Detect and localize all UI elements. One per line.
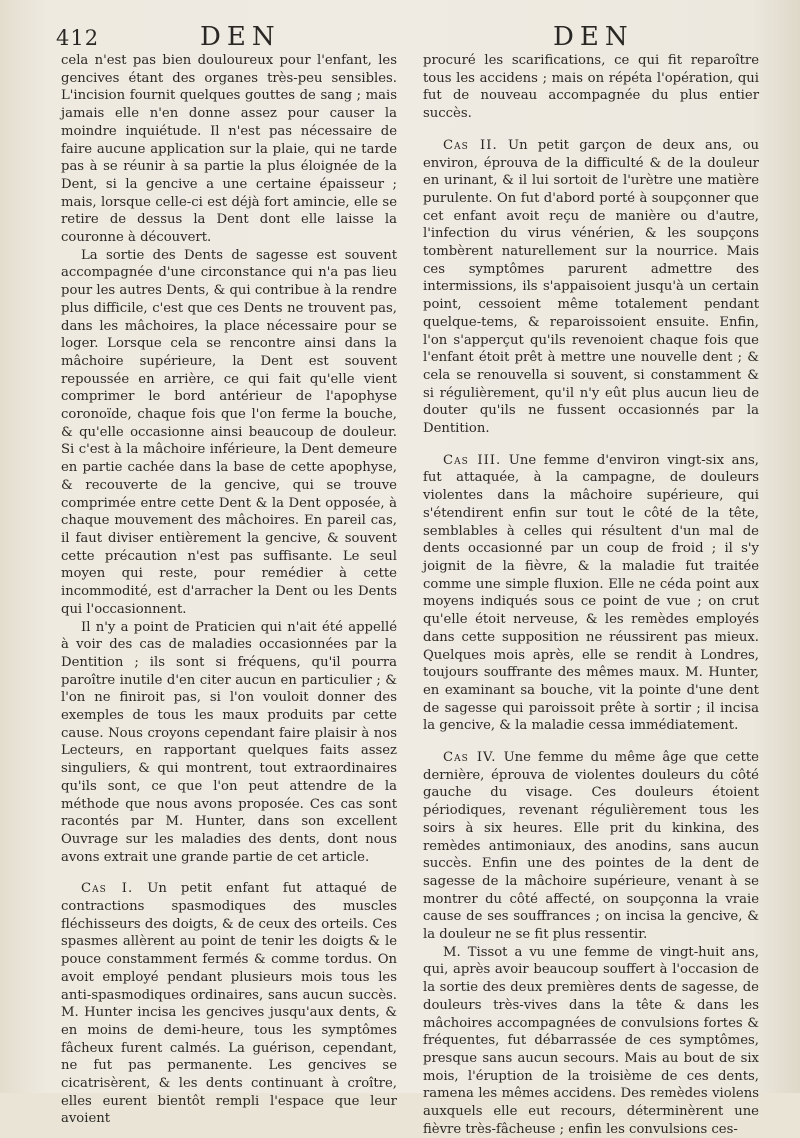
case-label: Cas III. <box>443 452 502 468</box>
paragraph: M. Tissot a vu une femme de vingt-huit ans, qui, après avoir beaucoup souffert à l'occasion de la sortie des deux premières dents de sagesse, de douleurs très-vives dans la tête & dans les mâchoires accompagnées de convulsions fortes & fréquentes, fut débarrassée de ces symptômes, presque sans aucun secours. Mais au bout de six mois, l'éruption de la troisième de ces dents, ramena les mêmes accidens. Des remèdes violens auxquels elle eut recours, déterminèrent une fièvre très-fâcheuse ; enfin les convulsions ces- <box>423 944 759 1137</box>
case-label: Cas II. <box>443 137 498 153</box>
paragraph: Il n'y a point de Praticien qui n'ait été appellé à voir des cas de maladies occasionnées par la Dentition ; ils sont si fréquens, qu'il pourra paroître inutile d'en citer aucun en particulier ; & l'on ne finiroit pas, si l'on vouloit donner des exemples de tous les maux produits par cette cause. Nous croyons cependant faire plaisir à nos Lecteurs, en rapportant quelques faits assez singuliers, & qui montrent, tout extraordinaires qu'ils sont, ce que l'on peut attendre de la méthode que nous avons proposée. Ces cas sont racontés par M. Hunter, dans son excellent Ouvrage sur les maladies des dents, dont nous avons extrait une grande partie de cet article. <box>61 619 397 865</box>
case-text: Une femme du même âge que cette dernière, éprouva de violentes douleurs du côté gauche du visage. Ces douleurs étoient périodiques, revenant régulièrement tous les soirs à six heures. Elle prit du kinkina, des remèdes antimoniaux, des anodins, sans aucun succès. Enfin une des pointes de la dent de sagesse de la mâchoire supérieure, venant à se montrer du côté affecté, on soupçonna la vraie cause de ses souffrances ; on incisa la gencive, & la douleur ne se fit plus ressentir. <box>423 750 759 943</box>
case-text: Une femme d'environ vingt-six ans, fut attaquée, à la campagne, de douleurs violentes dans la mâchoire supérieure, qui s'étendirent enfin sur tout le côté de la tête, semblables à celles qui résultent d'un mal de dents occasionné par un coup de froid ; il s'y joignit de la fièvre, & la maladie fut traitée comme une simple fluxion. Elle ne céda point aux moyens indiqués sous ce point de vue ; on crut qu'elle étoit nerveuse, & les remèdes employés dans cette supposition ne réussirent pas mieux. Quelques mois après, elle se rendit à Londres, toujours souffrante des mêmes maux. M. Hunter, en examinant sa bouche, vit la pointe d'une dent de sagesse qui paroissoit prête à sortir ; il incisa la gencive, & la maladie cessa immédiatement. <box>423 452 759 734</box>
right-column <box>423 52 759 1138</box>
running-head-right: DEN <box>553 22 634 52</box>
running-head-left: DEN <box>200 22 281 52</box>
case-label: Cas IV. <box>443 750 497 766</box>
left-column <box>61 52 397 1128</box>
case-paragraph <box>423 137 759 438</box>
case-paragraph <box>423 749 759 944</box>
paragraph: procuré les scarifications, ce qui fit reparoître tous les accidens ; mais on répéta l'opération, qui fut de nouveau accompagnée du plus entier succès. <box>423 53 759 122</box>
case-paragraph <box>423 452 759 735</box>
case-paragraph <box>61 880 397 1128</box>
paragraph: La sortie des Dents de sagesse est souvent accompagnée d'une circonstance qui n'a pas lieu pour les autres Dents, & qui contribue à la rendre plus difficile, c'est que ces Dents ne trouvent pas, dans les mâchoires, la place nécessaire pour se loger. Lorsque cela se rencontre ainsi dans la mâchoire supérieure, la Dent est souvent repoussée en arrière, ce qui fait qu'elle vient comprimer le bord antérieur de l'apophyse coronoïde, chaque fois que l'on ferme la bouche, & qu'elle occasionne ainsi beaucoup de douleur. Si c'est à la mâchoire inférieure, la Dent demeure en partie cachée dans la base de cette apophyse, & recouverte de la gencive, qui se trouve comprimée entre cette Dent & la Dent opposée, à chaque mouvement des mâchoires. En pareil cas, il faut diviser entièrement la gencive, & souvent cette précaution n'est pas suffisante. Le seul moyen qui reste, pour remédier à cette incommodité, est d'arracher la Dent ou les Dents qui l'occasionnent. <box>61 247 397 617</box>
page-number: 412 <box>56 26 100 50</box>
case-text: Un petit garçon de deux ans, ou environ, éprouva de la difficulté & de la douleur en urinant, & il lui sortoit de l'urètre une matière purulente. On fut d'abord porté à soupçonner que cet enfant avoit reçu de manière ou d'autre, l'infection du virus vénérien, & les soupçons tombèrent naturellement sur la nourrice. Mais ces symptômes parurent admettre des intermissions, ils s'appaisoient jusqu'à un certain point, cessoient même totalement pendant quelque-tems, & reparoissoient ensuite. Enfin, l'on s'apperçut qu'ils revenoient chaque fois que l'enfant étoit prêt à mettre une nouvelle dent ; & cela se renouvella si souvent, si constamment & si régulièrement, qu'il n'y eût plus aucun lieu de douter qu'ils ne fussent occasionnés par la Dentition. <box>423 137 759 437</box>
case-label: Cas I. <box>81 881 134 897</box>
paragraph: cela n'est pas bien douloureux pour l'enfant, les gencives étant des organes très-peu sensibles. L'incision fournit quelques gouttes de sang ; mais jamais elle n'en donne assez pour causer la moindre inquiétude. Il n'est pas nécessaire de faire aucune application sur la plaie, qui ne tarde pas à se réunir à sa partie la plus éloignée de la Dent, si la gencive a une certaine épaisseur ; mais, lorsque celle-ci est déjà fort amincie, elle se retire de dessus la Dent dont elle laisse la couronne à découvert. <box>61 53 397 246</box>
case-text: Un petit enfant fut attaqué de contractions spasmodiques des muscles fléchisseurs des doigts, & de ceux des orteils. Ces spasmes allèrent au point de tenir les doigts & le pouce constamment fermés & comme tordus. On avoit employé pendant plusieurs mois tous les anti-spasmodiques ordinaires, sans aucun succès. M. Hunter incisa les gencives jusqu'aux dents, & en moins de demi-heure, tous les symptômes fâcheux furent calmés. La guérison, cependant, ne fut pas permanente. Les gencives se cicatrisèrent, & les dents continuant à croître, elles eurent bientôt rempli l'espace que leur avoient <box>61 881 397 1127</box>
